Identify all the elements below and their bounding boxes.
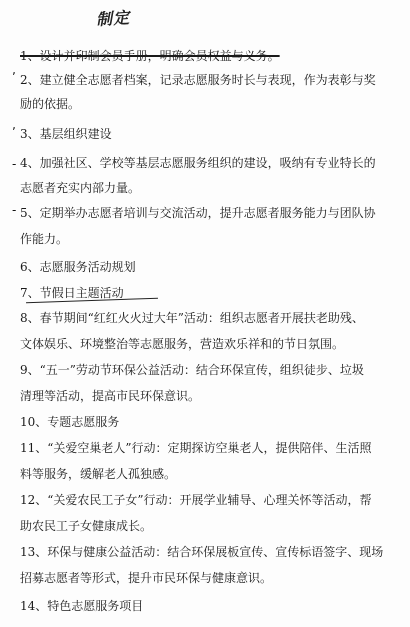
doc-line-4-cont: 志愿者充实内部力量。 [20, 181, 141, 195]
doc-line-10: 10、专题志愿服务 [20, 415, 120, 429]
margin-tick-mark: - [12, 157, 17, 171]
doc-line-13-cont: 招募志愿者等形式，提升市民环保与健康意识。 [20, 571, 273, 585]
doc-line-2-cont: 励的依据。 [20, 97, 81, 111]
doc-line-3: 3、基层组织建设 [20, 127, 112, 141]
doc-line-11: 11、“关爱空巢老人”行动：定期探访空巢老人，提供陪伴、生活照 [20, 441, 372, 455]
doc-line-5-cont: 作能力。 [20, 232, 69, 246]
margin-tick-mark: ʼ [12, 125, 16, 139]
doc-line-2: 2、建立健全志愿者档案，记录志愿服务时长与表现，作为表彰与奖 [20, 73, 376, 87]
doc-line-7: 7、节假日主题活动 [20, 286, 124, 300]
doc-line-12: 12、“关爱农民工子女”行动：开展学业辅导、心理关怀等活动，帮 [20, 493, 372, 507]
margin-tick-mark: - [12, 203, 17, 217]
doc-line-11-cont: 料等服务，缓解老人孤独感。 [20, 467, 177, 481]
doc-line-13: 13、环保与健康公益活动：结合环保展板宣传、宣传标语签字、现场 [20, 545, 384, 559]
doc-line-9-cont: 清理等活动，提高市民环保意识。 [20, 389, 201, 403]
struck-text: 1、设计并印制会员手册，明确会员权益与义务。 [20, 49, 280, 63]
doc-line-1 [20, 48, 410, 64]
doc-line-5: 5、定期举办志愿者培训与交流活动，提升志愿者服务能力与团队协 [20, 206, 376, 220]
doc-line-4: 4、加强社区、学校等基层志愿服务组织的建设，吸纳有专业特长的 [20, 156, 376, 170]
doc-line-9: 9、“五一”劳动节环保公益活动：结合环保宣传，组织徒步、垃圾 [20, 363, 364, 377]
margin-tick-mark: ʼ [12, 70, 16, 84]
doc-line-8-cont: 文体娱乐、环境整治等志愿服务，营造欢乐祥和的节日氛围。 [20, 337, 345, 351]
doc-line-8: 8、春节期间“红红火火过大年”活动：组织志愿者开展扶老助残、 [20, 311, 364, 325]
doc-line-6: 6、志愿服务活动规划 [20, 260, 136, 274]
doc-line-12-cont: 助农民工子女健康成长。 [20, 519, 153, 533]
handwritten-annotation: 制定 [95, 7, 131, 30]
doc-line-14: 14、特色志愿服务项目 [20, 599, 144, 613]
